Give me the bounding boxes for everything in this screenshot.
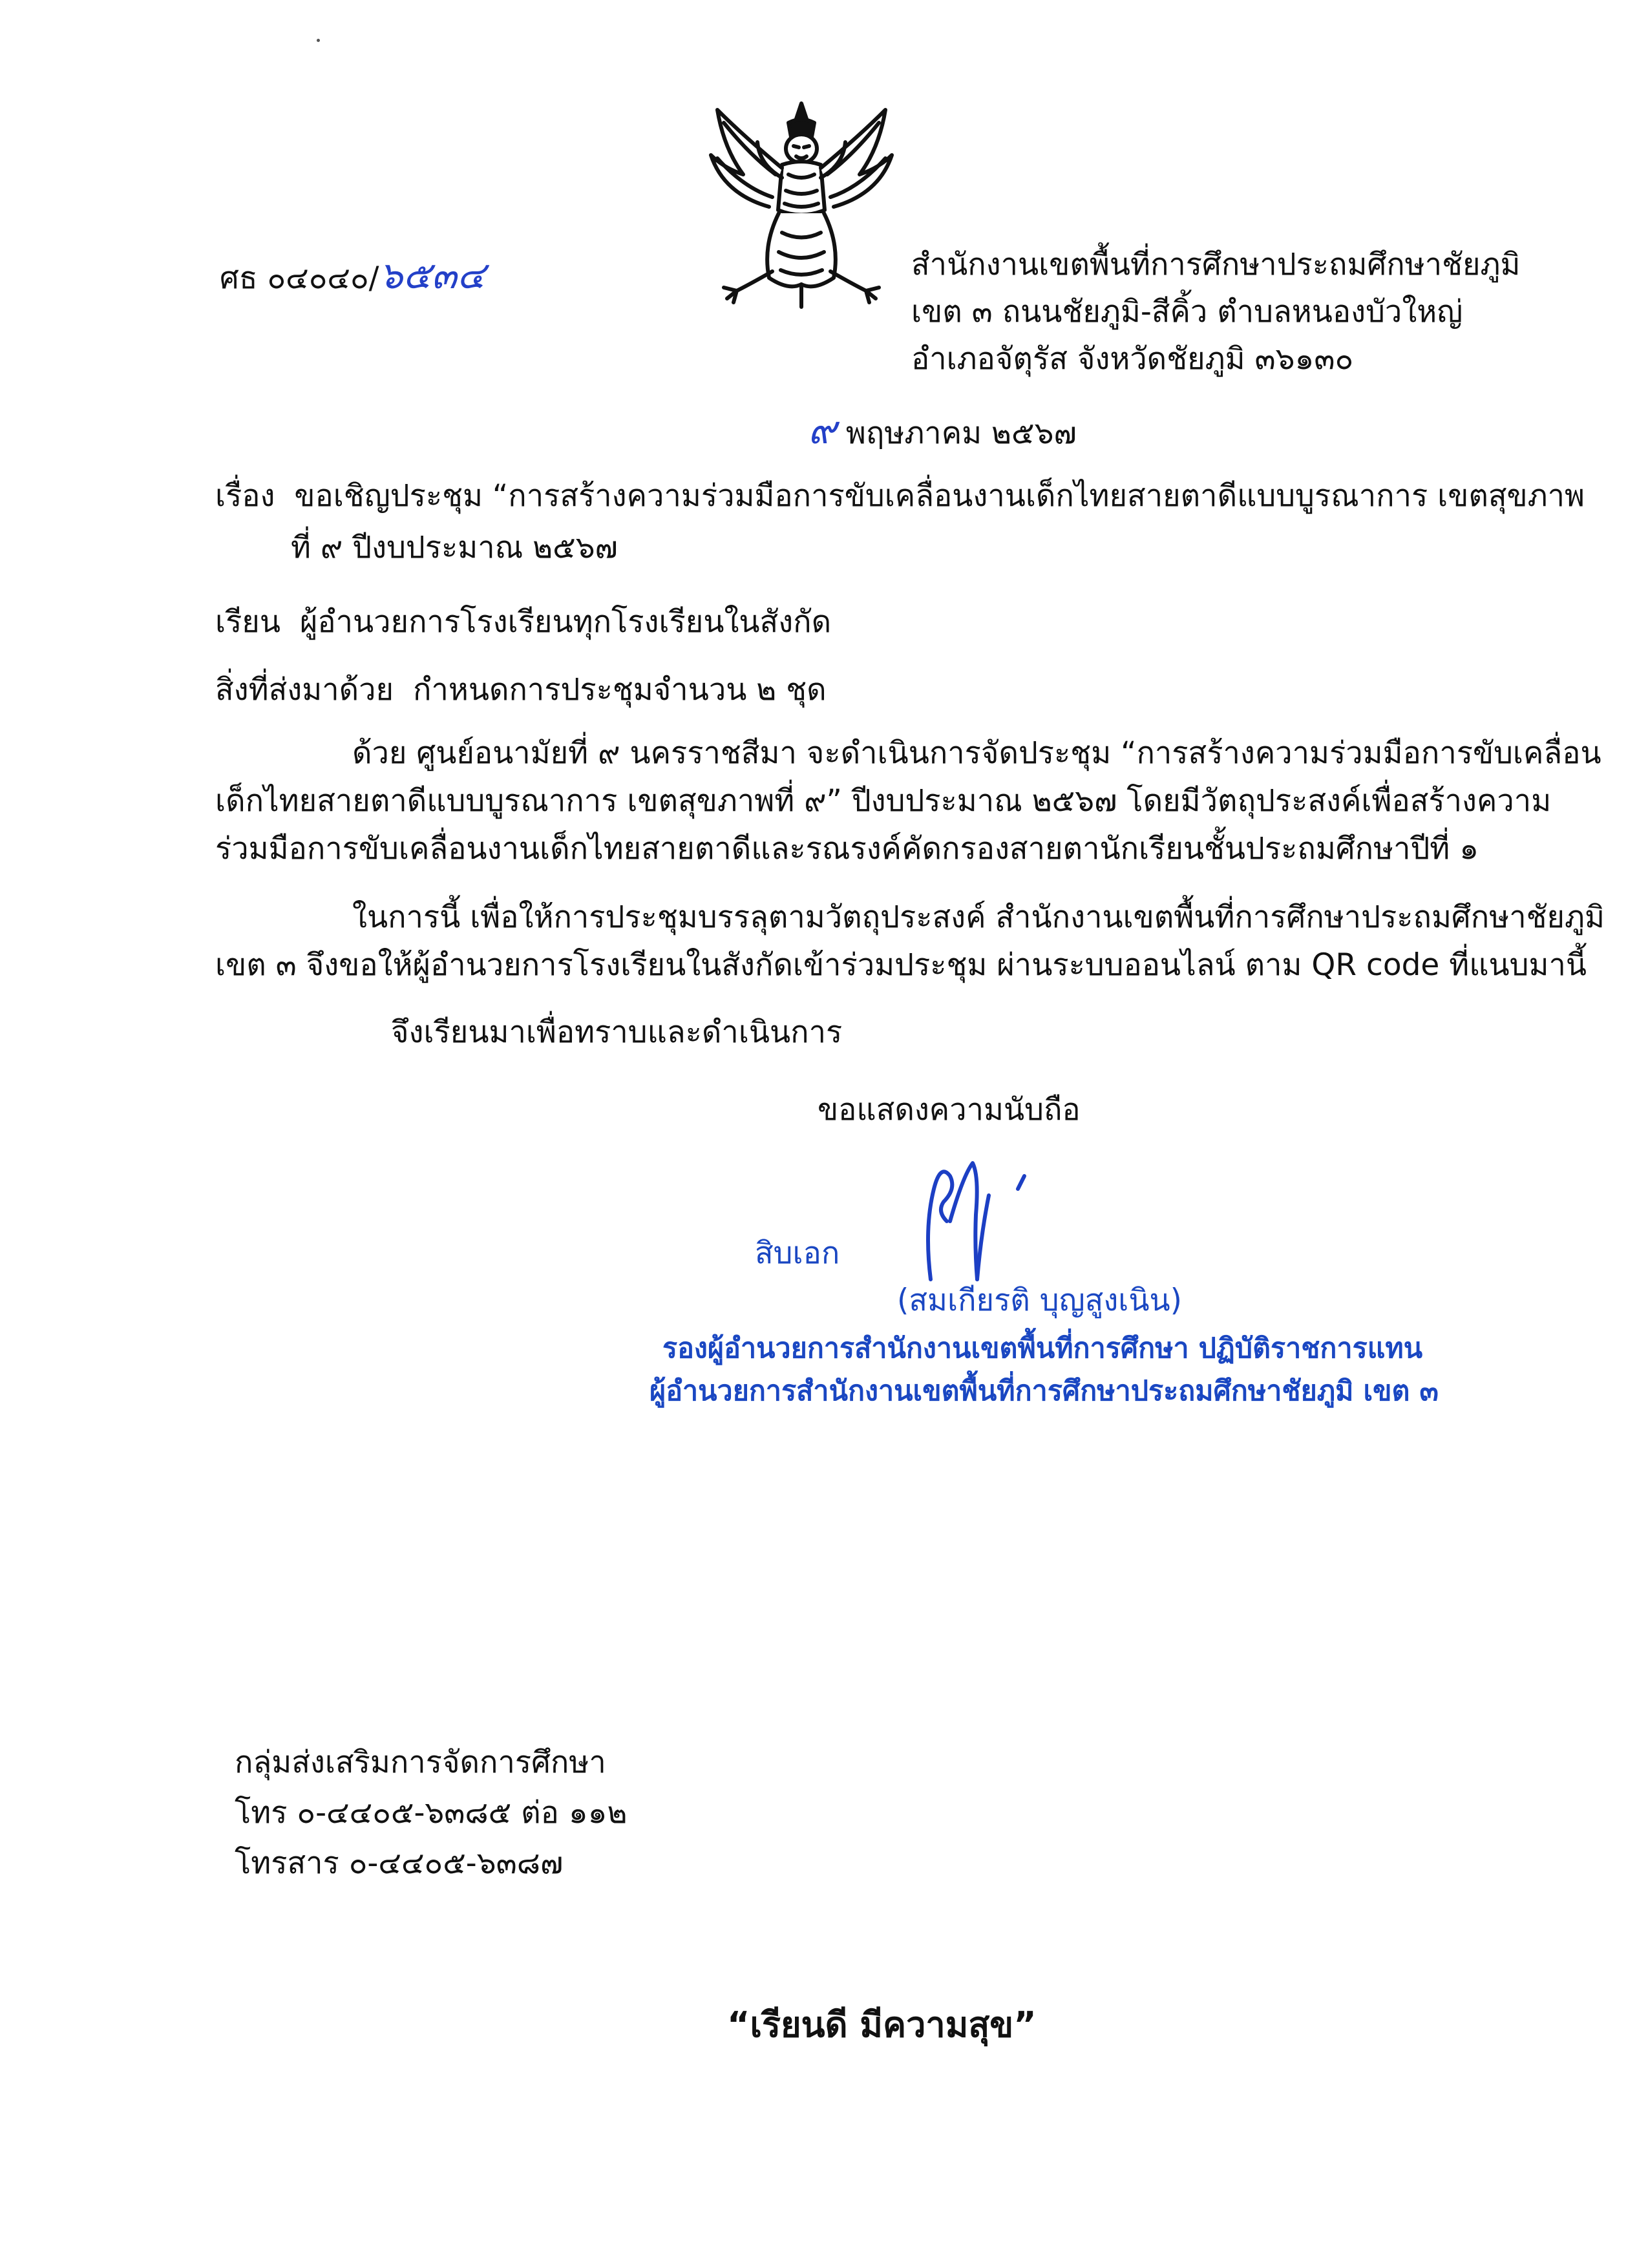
- body-paragraph-2-line-1: ในการนี้ เพื่อให้การประชุมบรรลุตามวัตถุประสงค์ สำนักงานเขตพื้นที่การศึกษาประถมศึกษาชัยภูมิ: [352, 899, 1605, 935]
- office-address-line-1: สำนักงานเขตพื้นที่การศึกษาประถมศึกษาชัยภูมิ: [911, 247, 1521, 282]
- school-motto: “เรียนดี มีความสุข”: [727, 2004, 1037, 2045]
- closing-salutation: ขอแสดงความนับถือ: [818, 1092, 1081, 1128]
- body-paragraph-3: จึงเรียนมาเพื่อทราบและดำเนินการ: [391, 1014, 843, 1050]
- contact-fax: โทรสาร ๐-๔๔๐๕-๖๓๘๗: [235, 1845, 564, 1881]
- signatory-rank: สิบเอก: [755, 1235, 840, 1271]
- signatory-title-line-1: รองผู้อำนวยการสำนักงานเขตพื้นที่การศึกษา ปฏิบัติราชการแทน: [662, 1332, 1423, 1365]
- signatory-title-line-2: ผู้อำนวยการสำนักงานเขตพื้นที่การศึกษาประถมศึกษาชัยภูมิ เขต ๓: [650, 1375, 1439, 1407]
- scan-speck: [317, 39, 320, 42]
- body-paragraph-1-line-2: เด็กไทยสายตาดีแบบบูรณาการ เขตสุขภาพที่ ๙” ปีงบประมาณ ๒๕๖๗ โดยมีวัตถุประสงค์เพื่อสร้างความ: [215, 783, 1552, 819]
- date-day-handwritten: ๙: [808, 408, 836, 453]
- recipient-text: ผู้อำนวยการโรงเรียนทุกโรงเรียนในสังกัด: [299, 604, 832, 640]
- recipient-label: เรียน: [215, 604, 280, 640]
- letter-date: [808, 407, 1077, 454]
- subject-line-1: [215, 478, 1585, 514]
- contact-department: กลุ่มส่งเสริมการจัดการศึกษา: [235, 1745, 606, 1780]
- body-paragraph-2-line-2: เขต ๓ จึงขอให้ผู้อำนวยการโรงเรียนในสังกัดเข้าร่วมประชุม ผ่านระบบออนไลน์ ตาม QR code ที่แนบมานี้: [215, 947, 1587, 983]
- subject-text-1: ขอเชิญประชุม “การสร้างความร่วมมือการขับเคลื่อนงานเด็กไทยสายตาดีแบบบูรณาการ เขตสุขภาพ: [294, 478, 1585, 514]
- subject-label: เรื่อง: [215, 478, 275, 514]
- enclosure-text: กำหนดการประชุมจำนวน ๒ ชุด: [412, 672, 827, 708]
- body-paragraph-1-line-1: ด้วย ศูนย์อนามัยที่ ๙ นครราชสีมา จะดำเนินการจัดประชุม “การสร้างความร่วมมือการขับเคลื่อน: [352, 735, 1601, 771]
- document-number-handwritten: ๖๕๓๔: [379, 253, 485, 297]
- office-address-line-2: เขต ๓ ถนนชัยภูมิ-สีคิ้ว ตำบลหนองบัวใหญ่: [911, 294, 1463, 330]
- document-number: [220, 253, 485, 299]
- subject-line-2: ที่ ๙ ปีงบประมาณ ๒๕๖๗: [291, 530, 618, 565]
- handwritten-signature: [905, 1150, 1060, 1299]
- date-month-year: พฤษภาคม ๒๕๖๗: [845, 415, 1077, 451]
- office-address-line-3: อำเภอจัตุรัส จังหวัดชัยภูมิ ๓๖๑๓๐: [911, 341, 1354, 377]
- garuda-emblem-icon: [698, 97, 905, 310]
- recipient-line: [215, 604, 831, 640]
- body-paragraph-1-line-3: ร่วมมือการขับเคลื่อนงานเด็กไทยสายตาดีและรณรงค์คัดกรองสายตานักเรียนชั้นประถมศึกษาปีที่ ๑: [215, 831, 1479, 866]
- contact-phone: โทร ๐-๔๔๐๕-๖๓๘๕ ต่อ ๑๑๒: [235, 1795, 628, 1831]
- enclosure-line: [215, 672, 827, 708]
- document-number-printed: ศธ ๐๔๐๔๐/: [220, 260, 379, 296]
- signatory-name: (สมเกียรติ บุญสูงเนิน): [897, 1283, 1182, 1318]
- enclosure-label: สิ่งที่ส่งมาด้วย: [215, 672, 394, 708]
